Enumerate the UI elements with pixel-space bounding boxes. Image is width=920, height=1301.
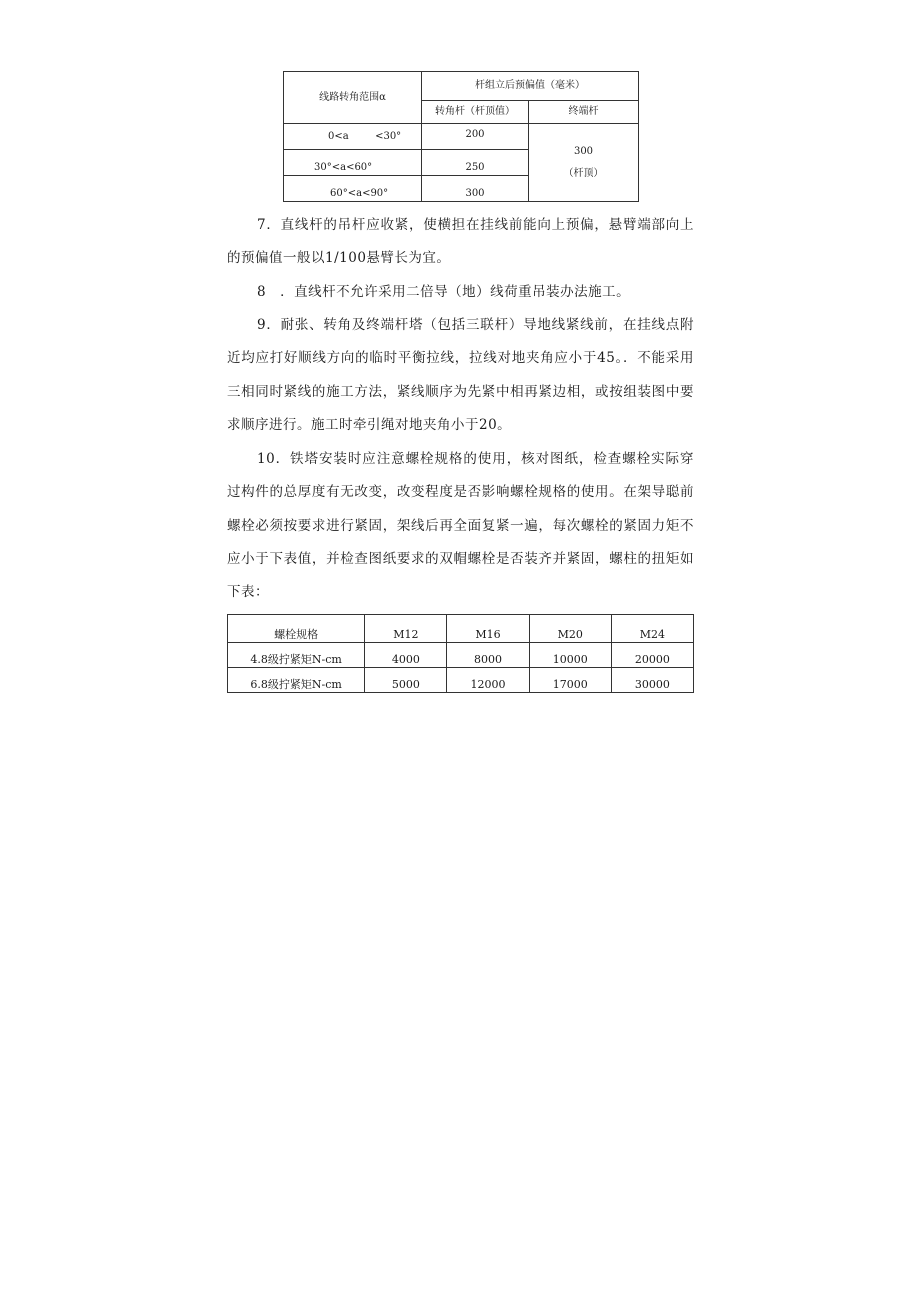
range-cell: 60°<a<90° [284,176,422,202]
range-upper: <30° [375,130,402,142]
range-lower: 0<a [328,130,349,142]
corner-value-cell: 200 [422,124,529,150]
table-row [228,668,694,693]
header-end-pole: 终端杆 [529,101,639,124]
paragraph-7: 7．直线杆的吊杆应收紧，使横担在挂线前能向上预偏，悬臂端部向上的预偏值一般以1/100悬臂长为宜。 [227,217,694,267]
cell-value: 8000 [447,643,529,668]
table-header-row [228,615,694,643]
row-label: 6.8级拧紧矩N-cm [228,668,365,693]
end-pole-value: 300 [573,145,594,157]
paragraph-10: 10．铁塔安装时应注意螺栓规格的使用，核对图纸，检查螺栓实际穿过构件的总厚度有无改变，改变程度是否影响螺栓规格的使用。在架导聪前螺栓必须按要求进行紧固，架线后再全面复紧一遍，每次螺栓的紧固力矩不应小于下表值，并检查图纸要求的双帽螺栓是否装齐并紧固，螺柱的扭矩如下表： [227,451,694,601]
paragraph-9: 9．耐张、转角及终端杆塔（包括三联杆）导地线紧线前，在挂线点附近均应打好顺线方向的临时平衡拉线，拉线对地夹角应小于45。．不能采用三相同时紧线的施工方法，紧线顺序为先紧中相再紧边相，或按组装图中要求顺序进行。施工时牵引绳对地夹角小于20。 [227,317,694,433]
header-m16: M16 [447,615,529,643]
end-pole-value-cell [529,124,639,202]
header-m24: M24 [611,615,693,643]
cell-value: 5000 [365,668,447,693]
header-m12: M12 [365,615,447,643]
corner-value-cell: 300 [422,176,529,202]
range-cell: 30°<a<60° [284,150,422,176]
range-cell [284,124,422,150]
end-pole-note: （杆顶） [563,167,604,179]
cell-value: 10000 [529,643,611,668]
header-corner-pole: 转角杆（杆顶值） [422,101,529,124]
cell-value: 17000 [529,668,611,693]
cell-value: 30000 [611,668,693,693]
header-angle-range: 线路转角范围α [284,72,422,124]
row-label: 4.8级拧紧矩N-cm [228,643,365,668]
deflection-table [283,71,639,202]
cell-value: 4000 [365,643,447,668]
header-predeflection-group: 杆组立后预偏值（毫米） [422,72,639,101]
cell-value: 20000 [611,643,693,668]
table-row [228,643,694,668]
header-bolt-spec: 螺栓规格 [228,615,365,643]
header-m20: M20 [529,615,611,643]
paragraph-8: 8 ．直线杆不允许采用二倍导（地）线荷重吊装办法施工。 [257,284,631,300]
corner-value-cell: 250 [422,150,529,176]
cell-value: 12000 [447,668,529,693]
bolt-torque-table [227,614,694,693]
